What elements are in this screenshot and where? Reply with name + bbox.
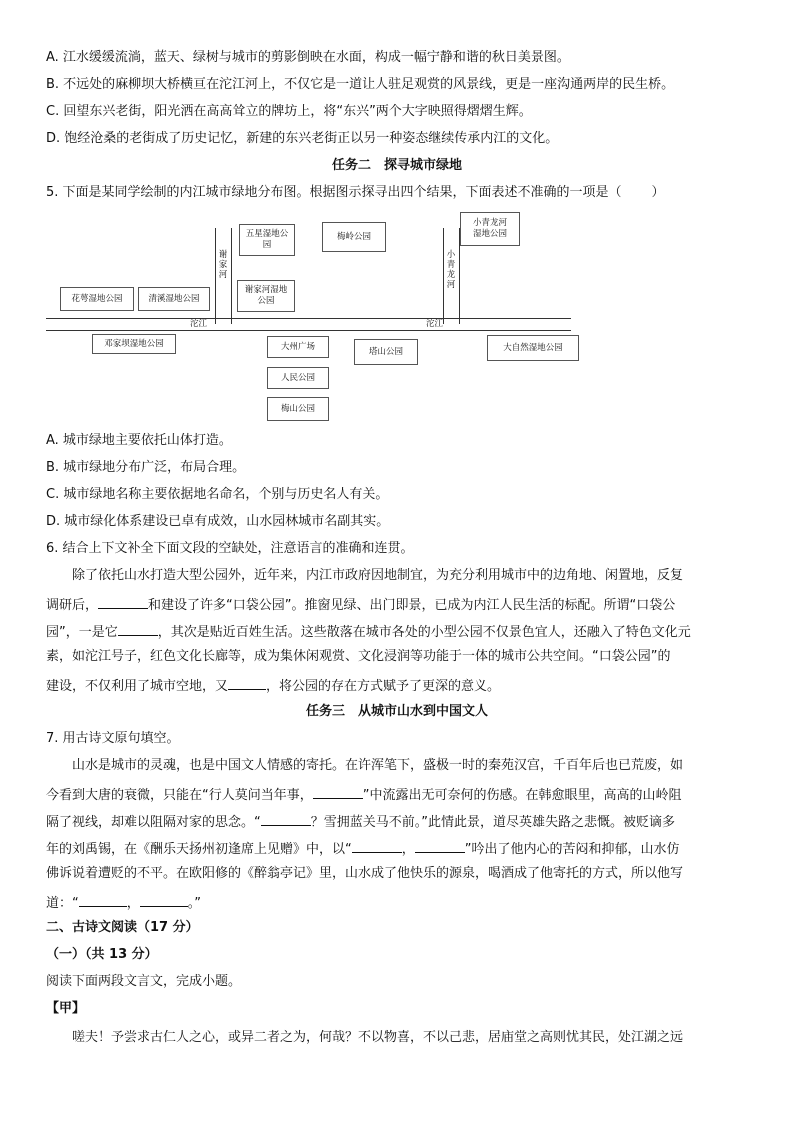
q4-option-b: B. 不远处的麻柳坝大桥横亘在沱江河上，不仅它是一道让人驻足观赏的风景线，更是一座沟通两岸的民生桥。 xyxy=(46,77,675,92)
q7-l4-before: 年的刘禹锡，在《酬乐天扬州初逢席上见赠》中，以“ xyxy=(46,842,352,857)
q7-l4-comma: ， xyxy=(401,842,415,857)
q7-l2-before: 今看到大唐的衰微，只能在“行人莫问当年事， xyxy=(46,788,313,803)
task2-title: 任务二 探寻城市绿地 xyxy=(331,158,462,173)
tuojiang-label-left: 沱江 xyxy=(190,319,208,329)
section2-subtitle: （一）（共 13 分） xyxy=(46,947,158,962)
xiejiahe-river-right-bank xyxy=(231,228,232,324)
q5-option-d: D. 城市绿化体系建设已卓有成效，山水园林城市名副其实。 xyxy=(46,514,390,529)
section2-instruction: 阅读下面两段文言文，完成小题。 xyxy=(46,974,242,989)
q7-l3-after: ？雪拥蓝关马不前。”此情此景，道尽英雄失路之悲慨。被贬谪多 xyxy=(310,815,675,830)
q7-blank-3[interactable] xyxy=(352,839,402,853)
q5-stem-text: 5. 下面是某同学绘制的内江城市绿地分布图。根据图示探寻出四个结果，下面表述不准确的一项是（ xyxy=(46,185,622,200)
q7-l4-after: ”吟出了他内心的苦闷和抑郁，山水仿 xyxy=(464,842,680,857)
q7-l2-after: ”中流露出无可奈何的伤感。在韩愈眼里，高高的山岭阻 xyxy=(362,788,682,803)
q7-line-5: 佛诉说着遭贬的不平。在欧阳修的《醉翁亭记》里，山水成了他快乐的源泉，喝酒成了他寄托的方式，所以他写 xyxy=(46,866,684,881)
q7-line-3 xyxy=(46,812,675,831)
tuojiang-river-bottom-bank xyxy=(46,330,571,331)
park-tashan: 塔山公园 xyxy=(354,339,418,365)
q5-stem xyxy=(46,185,665,201)
park-xiaoqinglonghe: 小青龙河湿地公园 xyxy=(460,212,520,246)
park-meishan: 梅山公园 xyxy=(267,397,329,421)
park-qingxi: 清溪湿地公园 xyxy=(138,287,210,311)
q7-blank-6[interactable] xyxy=(140,893,188,907)
q6-line-4: 素，如沱江号子，红色文化长廊等，成为集休闲观赏、文化浸润等功能于一体的城市公共空间。“口袋公园”的 xyxy=(46,649,671,664)
park-wuxing: 五星湿地公园 xyxy=(239,224,295,256)
q6-blank-1[interactable] xyxy=(98,595,148,609)
q7-line-2 xyxy=(46,785,682,804)
xiaoqinglonghe-river-label: 小青龙河 xyxy=(446,250,456,290)
q5-option-b: B. 城市绿地分布广泛，布局合理。 xyxy=(46,460,246,475)
q5-option-c: C. 城市绿地名称主要依据地名命名，个别与历史名人有关。 xyxy=(46,487,389,502)
park-renmin: 人民公园 xyxy=(267,367,329,389)
q6-l5-before: 建设，不仅利用了城市空地，又 xyxy=(46,679,229,694)
passage-jia-text: 嗟夫！予尝求古仁人之心，或异二者之为，何哉？不以物喜，不以己悲，居庙堂之高则忧其民，处江湖之远 xyxy=(72,1030,684,1045)
q6-l2-after: 和建设了许多“口袋公园”。推窗见绿、出门即景，已成为内江人民生活的标配。所谓“口袋公 xyxy=(148,598,676,613)
q7-stem: 7. 用古诗文原句填空。 xyxy=(46,731,180,746)
q7-l6-before: 道：“ xyxy=(46,896,79,911)
xiaoqinglonghe-river-left-bank xyxy=(443,228,444,324)
q7-blank-1[interactable] xyxy=(313,785,363,799)
q7-line-6 xyxy=(46,893,201,912)
q7-l6-after: 。” xyxy=(187,896,202,911)
q6-line-2 xyxy=(46,595,675,614)
q7-blank-5[interactable] xyxy=(79,893,127,907)
q7-line-4 xyxy=(46,839,680,858)
q4-option-d: D. 饱经沧桑的老街成了历史记忆，新建的东兴老街正以另一种姿态继续传承内江的文化。 xyxy=(46,131,559,146)
q7-blank-4[interactable] xyxy=(415,839,465,853)
q6-l5-after: ，将公园的存在方式赋予了更深的意义。 xyxy=(266,679,501,694)
q6-l3-before: 园”，一是它 xyxy=(46,625,118,640)
q6-l2-before: 调研后， xyxy=(46,598,99,613)
q7-l3-before: 隔了视线，却难以阻隔对家的思念。“ xyxy=(46,815,261,830)
xiejiahe-river-left-bank xyxy=(215,228,216,324)
q5-option-a: A. 城市绿地主要依托山体打造。 xyxy=(46,433,232,448)
q6-blank-3[interactable] xyxy=(228,676,266,690)
q7-l6-comma: ， xyxy=(126,896,140,911)
q6-stem: 6. 结合上下文补全下面文段的空缺处，注意语言的准确和连贯。 xyxy=(46,541,414,556)
q4-option-c: C. 回望东兴老街，阳光洒在高高耸立的牌坊上，将“东兴”两个大字映照得熠熠生辉。 xyxy=(46,104,532,119)
park-huadeng: 花萼湿地公园 xyxy=(60,287,134,311)
q6-line-5 xyxy=(46,676,500,695)
xiejiahe-river-label: 谢家河 xyxy=(218,250,228,280)
park-xiejiahe: 谢家河湿地公园 xyxy=(237,280,295,312)
q7-blank-2[interactable] xyxy=(261,812,311,826)
passage-jia-label: 【甲】 xyxy=(46,1001,86,1016)
tuojiang-label-right: 沱江 xyxy=(426,319,444,329)
park-dengjiaba: 邓家坝湿地公园 xyxy=(92,334,176,354)
q6-blank-2[interactable] xyxy=(118,622,158,636)
q6-l3-after: ，其次是贴近百姓生活。这些散落在城市各处的小型公园不仅景色宜人，还融入了特色文化元 xyxy=(157,625,691,640)
q6-line-3 xyxy=(46,622,691,641)
tuojiang-river-top-bank xyxy=(46,318,571,319)
park-daziran: 大自然湿地公园 xyxy=(487,335,579,361)
green-space-map xyxy=(46,208,606,426)
park-meiling: 梅岭公园 xyxy=(322,222,386,252)
q7-line-1: 山水是城市的灵魂，也是中国文人情感的寄托。在许浑笔下，盛极一时的秦苑汉宫，千百年后也已荒废，如 xyxy=(72,758,684,773)
task3-title: 任务三 从城市山水到中国文人 xyxy=(305,704,488,719)
q6-line-1: 除了依托山水打造大型公园外，近年来，内江市政府因地制宜，为充分利用城市中的边角地、闲置地，反复 xyxy=(72,568,684,583)
q4-option-a: A. 江水缓缓流淌，蓝天、绿树与城市的剪影倒映在水面，构成一幅宁静和谐的秋日美景图。 xyxy=(46,50,570,65)
park-dazhou: 大州广场 xyxy=(267,336,329,358)
q5-stem-close: ） xyxy=(651,185,665,200)
section2-title: 二、古诗文阅读（17 分） xyxy=(46,920,199,935)
